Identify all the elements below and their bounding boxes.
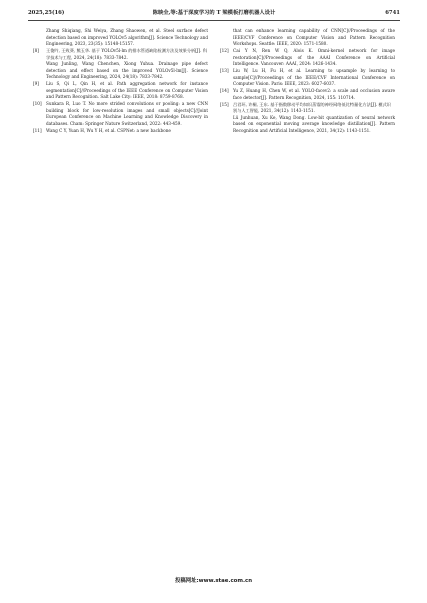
- reference-item: [33, 81, 208, 101]
- left-reference-column: [33, 28, 208, 135]
- reference-item: [33, 128, 208, 135]
- submission-url-footer: 投稿网址:www.stae.com.cn: [174, 578, 253, 584]
- reference-number: [15]: [220, 101, 229, 107]
- reference-item: [220, 68, 395, 88]
- reference-number: [12]: [220, 48, 229, 54]
- reference-text: that can enhance learning capability of CNN[C]//Proceedings of the IEEE/CVF Conference on Computer Vision and Pattern Recognition Workshops. Seattle: IEEE, 2020: 1571-1580.: [233, 28, 395, 46]
- reference-number: [11]: [33, 127, 42, 133]
- reference-text: Wang C Y, Yuan H, Wu Y H, et al. CSPNet: a new backbone: [46, 127, 171, 133]
- reference-item: [220, 28, 395, 48]
- article-running-title: 陈映全,等:基于深度学习的 T 梁模板打磨机器人设计: [152, 10, 276, 16]
- reference-text: Sunkara R, Luo T. No more strided convolutions or pooling: a new CNN building block for low-resolution images and small objects[C]//Joint European Conference on Machine Learning and Knowledge Discovery in databases. Cham: Springer Nature Switzerland, 2022: 443-459.: [46, 101, 208, 126]
- reference-text: Cai Y N, Ren W Q, Alois K. Omni-kernel network for image restoration[C]//Proceedings of the AAAI Conference on Artificial Intelligence. Vancouver: AAAI, 2024: 1426-1434.: [233, 48, 395, 67]
- reference-text: Lü Junhuan, Xu Ke, Wang Dong. Low-bit quantization of neural network based on exponential moving average knowledge distillation[J]. Pattern Recognition and Artificial Intelligence, 2021, 34(12): 1143-1151.: [233, 114, 395, 133]
- reference-text-chinese: 王俊吟, 王致葵, 熊玉华. 基于 YOLOv5l-lm 的排水管道缺陷检测方法及效果分析[J]. 科学技术与工程, 2024, 24(18): 7833-7842.: [46, 48, 208, 60]
- reference-text: Liu W, Lu H, Fu H, et al. Learning to upsample by learning to sample[C]//Proceedings of the IEEE/CVF International Conference on Computer Vision. Paris: IEEE, 2023: 6027-6037.: [233, 68, 395, 87]
- page-number: 6741: [385, 10, 400, 16]
- reference-text: Yu Z, Huang H, Chen W, et al. YOLO-facev2: a scale and occlusion aware face detector[J]. Pattern Recognition, 2024, 155: 110714.: [233, 88, 395, 100]
- reference-number: [13]: [220, 68, 229, 74]
- reference-text: Wang Junling, Wang Chenchen, Xiong Yuhua. Drainage pipe defect detection and effect based on the improved YOLOv5l-lm[J]. Science Technology and Engineering, 2024, 24(18): 7833-7842.: [46, 61, 208, 80]
- issue-info: 2025,25(16): [28, 10, 65, 16]
- reference-item: [220, 88, 395, 101]
- running-header: [28, 7, 400, 19]
- reference-item: [33, 28, 208, 48]
- reference-text: Zhang Shiqiang, Shi Weiya, Zhang Shaowen, et al. Steel surface defect detection based on improved YOLOv5 algorithm[J]. Science Technology and Engineering, 2023, 23(35): 15148-15157.: [46, 28, 208, 46]
- reference-number: [8]: [33, 48, 39, 54]
- reference-text-chinese: 吕君环, 许桐, 王东. 基于指数移动平均知识蒸馏的神经网络低比特量化方法[J]. 模式识别与人工智能, 2021, 34(12): 1143-1151.: [233, 101, 391, 114]
- reference-item: [33, 48, 208, 81]
- reference-item: [220, 102, 395, 135]
- reference-item: [220, 48, 395, 68]
- reference-number: [9]: [33, 81, 39, 87]
- reference-number: [14]: [220, 88, 229, 94]
- reference-item: [33, 101, 208, 127]
- header-rule: [28, 20, 400, 21]
- reference-number: [10]: [33, 101, 42, 107]
- right-reference-column: [220, 28, 395, 135]
- reference-text: Liu S, Qi L, Qin H, et al. Path aggregation network for instance segmentation[C]//Proceedings of the IEEE Conference on Computer Vision and Pattern Recognition. Salt Lake City: IEEE, 2018: 8759-8768.: [46, 81, 208, 100]
